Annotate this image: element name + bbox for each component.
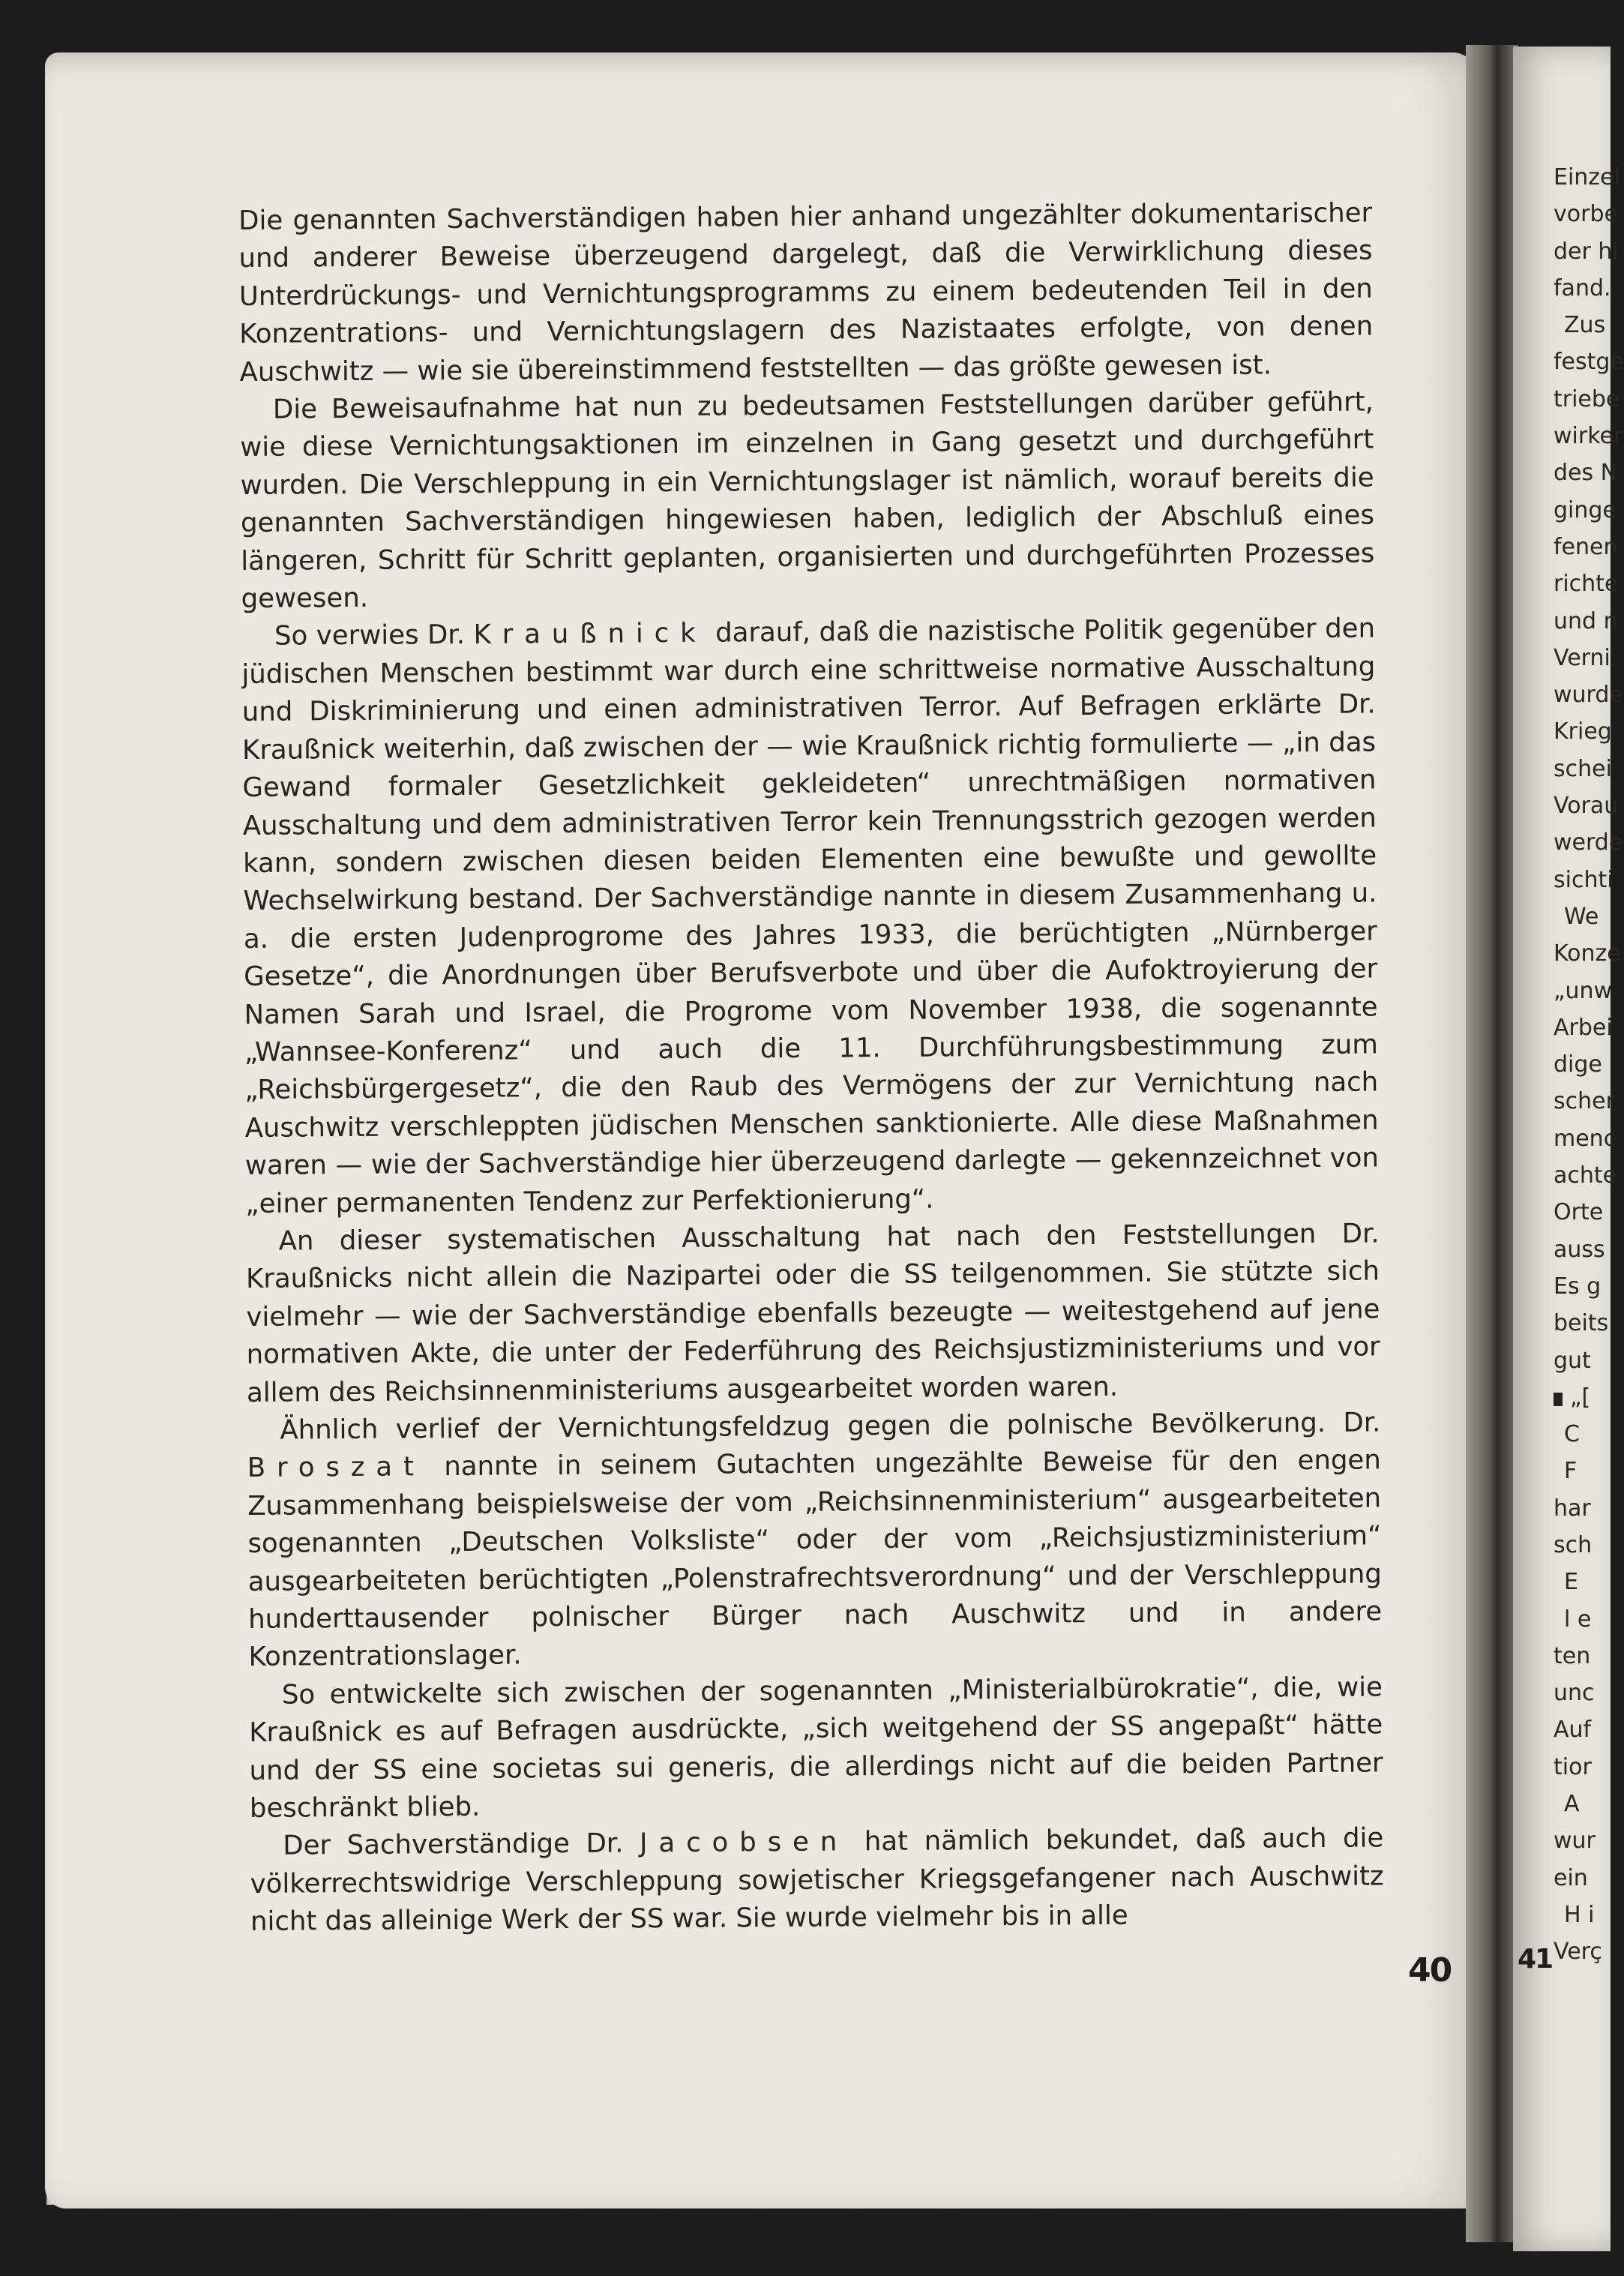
right-page-line (1554, 1638, 1611, 1675)
right-page-fragment: Vorau (1554, 793, 1619, 820)
right-page-fragment: wurde (1554, 682, 1623, 709)
right-page-fragment: menc (1554, 1125, 1617, 1152)
right-page-fragment: ten (1554, 1642, 1591, 1669)
right-page-line (1554, 1120, 1617, 1157)
right-page-line (1554, 233, 1619, 270)
right-page-line (1554, 1933, 1611, 1970)
right-page-line (1554, 492, 1617, 529)
right-page-fragment: ein (1554, 1864, 1588, 1891)
right-page-fragment: fenen (1554, 533, 1618, 560)
spaced-name: Kraußnick (473, 618, 707, 651)
right-page-line (1554, 159, 1620, 196)
right-page-line (1554, 1083, 1615, 1120)
right-page-fragment: l e (1564, 1606, 1592, 1633)
right-page-fragment: We (1564, 903, 1599, 930)
right-page-fragment: und n (1554, 607, 1618, 634)
paragraph (249, 1669, 1383, 1828)
text-run: Die genannten Sachverständigen haben hier anhand ungezählter dokumentarischer und anderer Beweise überzeugend dargelegt, daß die Verwirklichung dieses Unterdrückungs- und Vernichtungsprogramms zu einem bedeutenden Teil in den Konzentrations- und Vernichtungslagern des Nazistaates erfolgte, von denen Auschwitz — wie sie übereinstimmend feststellten — das größte gewesen ist. (238, 197, 1374, 388)
text-run: So entwickelte sich zwischen der sogenannten „Ministerialbürokratie“, die, wie Kraußnick es auf Befragen ausdrückte, „sich weitgehend der SS angepaßt“ hätte und der SS eine societas sui generis, die allerdings nicht auf die beiden Partner beschränkt blieb. (249, 1672, 1383, 1825)
right-page-fragment: auss (1554, 1236, 1605, 1263)
right-page-fragment: Einzel (1554, 164, 1620, 190)
right-page-line (1554, 1194, 1611, 1231)
right-page-line (1554, 1860, 1611, 1897)
right-page-line (1554, 973, 1611, 1009)
right-page-line (1554, 565, 1619, 602)
right-page-fragment: wur (1554, 1828, 1596, 1855)
right-page-fragment: Krieg (1554, 718, 1612, 745)
right-page-line (1554, 1305, 1611, 1342)
paragraph (246, 1215, 1381, 1412)
right-page-fragment: ginge (1554, 496, 1617, 523)
right-page-line (1554, 713, 1611, 750)
right-page-line (1554, 1822, 1611, 1859)
paragraph (247, 1404, 1382, 1676)
book-gutter (1466, 45, 1518, 2242)
right-page-line (1554, 787, 1619, 824)
right-page-fragment: gut (1554, 1347, 1591, 1374)
right-page-line (1554, 824, 1623, 861)
right-page-line (1554, 270, 1611, 307)
text-run: Der Sachverständige Dr. (283, 1828, 640, 1862)
right-page-fragment: har (1554, 1495, 1591, 1522)
text-run: So verwies Dr. (274, 619, 474, 652)
right-page-line (1554, 1231, 1611, 1268)
spaced-name: Jacobsen (639, 1826, 849, 1859)
right-page-line (1554, 454, 1618, 491)
text-run: An dieser systematischen Ausschaltung hat nach den Feststellungen Dr. Kraußnicks nicht allein die Nazipartei oder die SS teilgenommen. Sie stützte sich vielmehr — wie der Sachverständige ebenfalls bezeugte — weitestgehend auf jene normativen Akte, die unter der Federführung des Reichsjustizministeriums und vor allem des Reichsinnenministeriums ausgearbeitet worden waren. (245, 1218, 1380, 1408)
right-page-line (1554, 1601, 1611, 1638)
right-page-fragment: fand. (1554, 274, 1611, 301)
right-page-fragment: H i (1564, 1901, 1595, 1928)
page-number-right: 41 (1518, 1944, 1553, 1975)
text-run: Die Beweisaufnahme hat nun zu bedeutsamen Feststellungen darüber geführt, wie diese Vernichtungsaktionen im einzelnen in Gang gesetzt und durchgeführt wurden. Die Verschleppung in ein Vernichtungslager ist nämlich, worauf bereits die genannten Sachverständigen hingewiesen haben, lediglich der Abschluß eines längeren, Schritt für Schritt geplanten, organisierten und durchgeführten Prozesses gewesen. (240, 386, 1375, 615)
right-page-line (1554, 676, 1623, 713)
right-page-fragment: festge (1554, 349, 1624, 376)
right-page-fragment: triebe (1554, 385, 1620, 412)
right-page-fragment: der hi (1554, 238, 1619, 265)
right-page-line (1554, 1046, 1611, 1083)
right-page-fragment: des N (1554, 460, 1618, 487)
text-run: Ähnlich verlief der Vernichtungsfeldzug gegen die polnische Bevölkerung. Dr. (280, 1407, 1381, 1446)
right-page-fragment: achte (1554, 1162, 1617, 1189)
right-page-line (1554, 1342, 1611, 1379)
right-page-fragment: scher (1554, 1088, 1615, 1115)
right-page-line (1554, 862, 1614, 898)
right-page-fragment: schei (1554, 755, 1612, 782)
right-page-line (1554, 751, 1611, 787)
text-run: nannte in seinem Gutachten ungezählte Beweise für den engen Zusammenhang beispielsweise der vom „Reichsinnenministerium“ ausgearbeiteten sogenannten „Deutschen Volksliste“ oder der vom „Reichsjustizministerium“ ausgearbeiteten berüchtigten „Polenstrafrechtsverordnung“ und der Verschleppung hunderttausender polnischer Bürger nach Auschwitz und in andere Konzentrationslager. (247, 1444, 1383, 1673)
right-page-fragment: Konze (1554, 940, 1621, 967)
right-page-line (1554, 1157, 1617, 1194)
right-page-text-fragments (1554, 159, 1624, 1971)
right-page-fragment: Orte (1554, 1199, 1604, 1226)
paragraph (241, 610, 1380, 1223)
right-page-line (1554, 935, 1621, 972)
right-page-fragment: Arbei (1554, 1014, 1613, 1041)
right-page-line (1554, 1564, 1611, 1600)
paragraph (240, 383, 1375, 618)
paragraph (250, 1820, 1384, 1942)
right-page-line (1554, 418, 1623, 454)
paragraph (238, 194, 1374, 391)
right-page-fragment: „unw (1554, 977, 1613, 1004)
right-page-line (1554, 640, 1611, 676)
right-page-fragment: wirker (1554, 423, 1623, 450)
right-page-line (1554, 1749, 1611, 1786)
right-page-line (1554, 603, 1618, 640)
right-page-fragment: Auf (1554, 1717, 1592, 1744)
right-page-fragment: A (1564, 1791, 1580, 1818)
right-page-fragment: sch (1554, 1531, 1593, 1558)
right-page-fragment: Verç (1554, 1939, 1602, 1966)
right-page-line (1554, 1786, 1611, 1822)
right-page-line (1554, 898, 1611, 935)
right-page-fragment: unc (1554, 1680, 1595, 1707)
right-page-line (1554, 343, 1624, 380)
right-page-line (1554, 1897, 1611, 1933)
right-page-fragment: Es g (1554, 1273, 1602, 1300)
right-page-fragment: dige (1554, 1051, 1602, 1078)
right-page-line (1554, 1416, 1611, 1453)
right-page-fragment: F (1564, 1458, 1578, 1485)
right-page-fragment: werde (1554, 829, 1623, 856)
spaced-name: Broszat (247, 1451, 425, 1484)
right-page-line (1554, 1675, 1611, 1711)
right-page-line (1554, 307, 1611, 343)
text-run: darauf, daß die nazistische Politik gegenüber den jüdischen Menschen bestimmt war durch eine schrittweise normative Ausschaltung und Diskriminierung und einen administrativen Terror. Auf Befragen erklärte Dr. Kraußnick weiterhin, daß zwischen der — wie Kraußnick richtig formulierte — „in das Gewand formaler Gesetzlichkeit gekleideten“ unrechtmäßigen normativen Ausschaltung und dem administrativen Terror kein Trennungsstrich gezogen werden kann, sondern zwischen diesen beiden Elementen eine bewußte und gewollte Wechselwirkung bestand. Der Sachverständige nannte in diesem Zusammenhang u. a. die ersten Judenprogrome des Jahres 1933, die berüchtigten „Nürnberger Gesetze“, die Anordnungen über Berufsverbote und über die Aufoktroyierung der Namen Sarah und Israel, die Progrome vom November 1938, die sogenannte „Wannsee-Konferenz“ und auch die 11. Durchführungsbestimmung zum „Reichsbürgergesetz“, die den Raub des Vermögens der zur Vernichtung nach Auschwitz verschleppten jüdischen Menschen sanktionierte. Alle diese Maßnahmen waren — wie der Sachverständige hier überzeugend darlegte — gekennzeichnet von „einer permanenten Tendenz zur Perfektionierung“. (241, 613, 1380, 1219)
text-run: hat nämlich bekundet, daß auch die völkerrechtswidrige Verschleppung sowjetischer Kriegsgefangener nach Auschwitz nicht das alleinige Werk der SS war. Sie wurde vielmehr bis in alle (250, 1822, 1384, 1938)
right-page-fragment: „[ (1570, 1384, 1591, 1411)
right-page-line (1554, 1379, 1611, 1416)
right-page-line (1554, 1453, 1611, 1489)
left-page-text (238, 194, 1384, 1941)
right-page-fragment: richte (1554, 571, 1619, 598)
right-page-line (1554, 1490, 1611, 1527)
right-page-line (1554, 1711, 1611, 1748)
page-number-left: 40 (1408, 1951, 1452, 1990)
bullet-marker-icon (1554, 1393, 1563, 1406)
right-page-line (1554, 1527, 1611, 1564)
right-page-fragment: tior (1554, 1753, 1592, 1780)
right-page-line (1554, 529, 1618, 565)
right-page-fragment: Verni (1554, 644, 1611, 671)
right-page-fragment: C (1564, 1421, 1580, 1448)
right-page-fragment: vorbe (1554, 201, 1618, 228)
right-page-line (1554, 1009, 1611, 1046)
right-page-line (1554, 1268, 1611, 1305)
right-page-line (1554, 381, 1620, 418)
right-page-line (1554, 196, 1618, 232)
right-page-fragment: E (1564, 1569, 1578, 1596)
right-page-fragment: sichti (1554, 866, 1614, 893)
right-page-fragment: beits (1554, 1310, 1609, 1337)
right-page-fragment: Zus (1564, 312, 1606, 339)
